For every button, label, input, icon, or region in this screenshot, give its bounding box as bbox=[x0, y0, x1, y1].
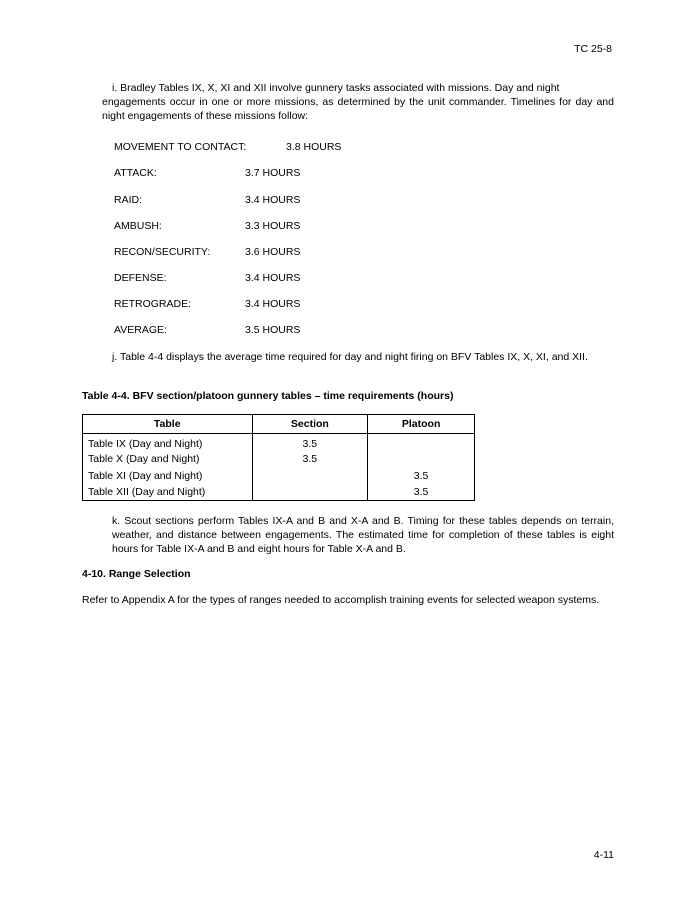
page-number: 4-11 bbox=[593, 849, 614, 861]
table-cell-platoon bbox=[368, 452, 475, 467]
timeline-label: AVERAGE: bbox=[114, 324, 167, 336]
timeline-label: ATTACK: bbox=[114, 167, 157, 179]
timeline-value: 3.4 HOURS bbox=[245, 298, 301, 310]
table-cell-section: 3.5 bbox=[252, 452, 368, 467]
timeline-value: 3.4 HOURS bbox=[245, 194, 301, 206]
column-header-platoon: Platoon bbox=[368, 415, 475, 434]
table-cell-section bbox=[252, 467, 368, 485]
table-cell-platoon bbox=[368, 434, 475, 453]
table-cell-name: Table X (Day and Night) bbox=[83, 452, 253, 467]
timeline-value: 3.5 HOURS bbox=[245, 324, 301, 336]
timeline-label: DEFENSE: bbox=[114, 272, 167, 284]
timeline-value: 3.3 HOURS bbox=[245, 220, 301, 232]
timeline-value: 3.4 HOURS bbox=[245, 272, 301, 284]
table-cell-platoon: 3.5 bbox=[368, 467, 475, 485]
paragraph-k bbox=[82, 514, 614, 556]
table-row bbox=[83, 452, 475, 467]
paragraph-k-text: k. Scout sections perform Tables IX-A and B and X-A and B. Timing for these tables depends on terrain, weather, and distance between engagements. The estimated time for completion of these tables is eight hours for Table IX-A and B and eight hours for Table X-A and B. bbox=[112, 515, 614, 555]
paragraph-j-text: j. Table 4-4 displays the average time required for day and night firing on BFV Tables IX, X, XI, and XII. bbox=[112, 351, 588, 363]
paragraph-j bbox=[82, 350, 614, 364]
timeline-label: RECON/SECURITY: bbox=[114, 246, 211, 258]
table-row bbox=[83, 467, 475, 485]
table-row bbox=[83, 434, 475, 453]
table-header-row bbox=[83, 415, 475, 434]
timeline-value: 3.8 HOURS bbox=[286, 141, 342, 153]
timeline-value: 3.7 HOURS bbox=[245, 167, 301, 179]
timeline-label: AMBUSH: bbox=[114, 220, 162, 232]
table-row bbox=[83, 485, 475, 501]
paragraph-i-rest: engagements occur in one or more missions, as determined by the unit commander. Timelines for day and night engagements of these missions follow: bbox=[102, 96, 614, 122]
timeline-value: 3.6 HOURS bbox=[245, 246, 301, 258]
table-cell-section: 3.5 bbox=[252, 434, 368, 453]
timeline-label: RETROGRADE: bbox=[114, 298, 192, 310]
section-heading: 4-10. Range Selection bbox=[82, 568, 191, 580]
table-cell-name: Table XI (Day and Night) bbox=[83, 467, 253, 485]
paragraph-i-line1: i. Bradley Tables IX, X, XI and XII involve gunnery tasks associated with missions. Day and night bbox=[112, 82, 560, 94]
table-cell-name: Table IX (Day and Night) bbox=[83, 434, 253, 453]
paragraph-i bbox=[82, 81, 614, 123]
document-id: TC 25-8 bbox=[574, 43, 612, 55]
range-selection-text: Refer to Appendix A for the types of ranges needed to accomplish training events for selected weapon systems. bbox=[82, 594, 600, 606]
table-title: Table 4-4. BFV section/platoon gunnery tables – time requirements (hours) bbox=[82, 390, 454, 402]
timeline-label: MOVEMENT TO CONTACT: bbox=[114, 141, 247, 153]
timeline-label: RAID: bbox=[114, 194, 143, 206]
column-header-section: Section bbox=[252, 415, 368, 434]
table-cell-section bbox=[252, 485, 368, 501]
column-header-table: Table bbox=[83, 415, 253, 434]
table-cell-platoon: 3.5 bbox=[368, 485, 475, 501]
table-cell-name: Table XII (Day and Night) bbox=[83, 485, 253, 501]
gunnery-time-table bbox=[82, 414, 475, 501]
